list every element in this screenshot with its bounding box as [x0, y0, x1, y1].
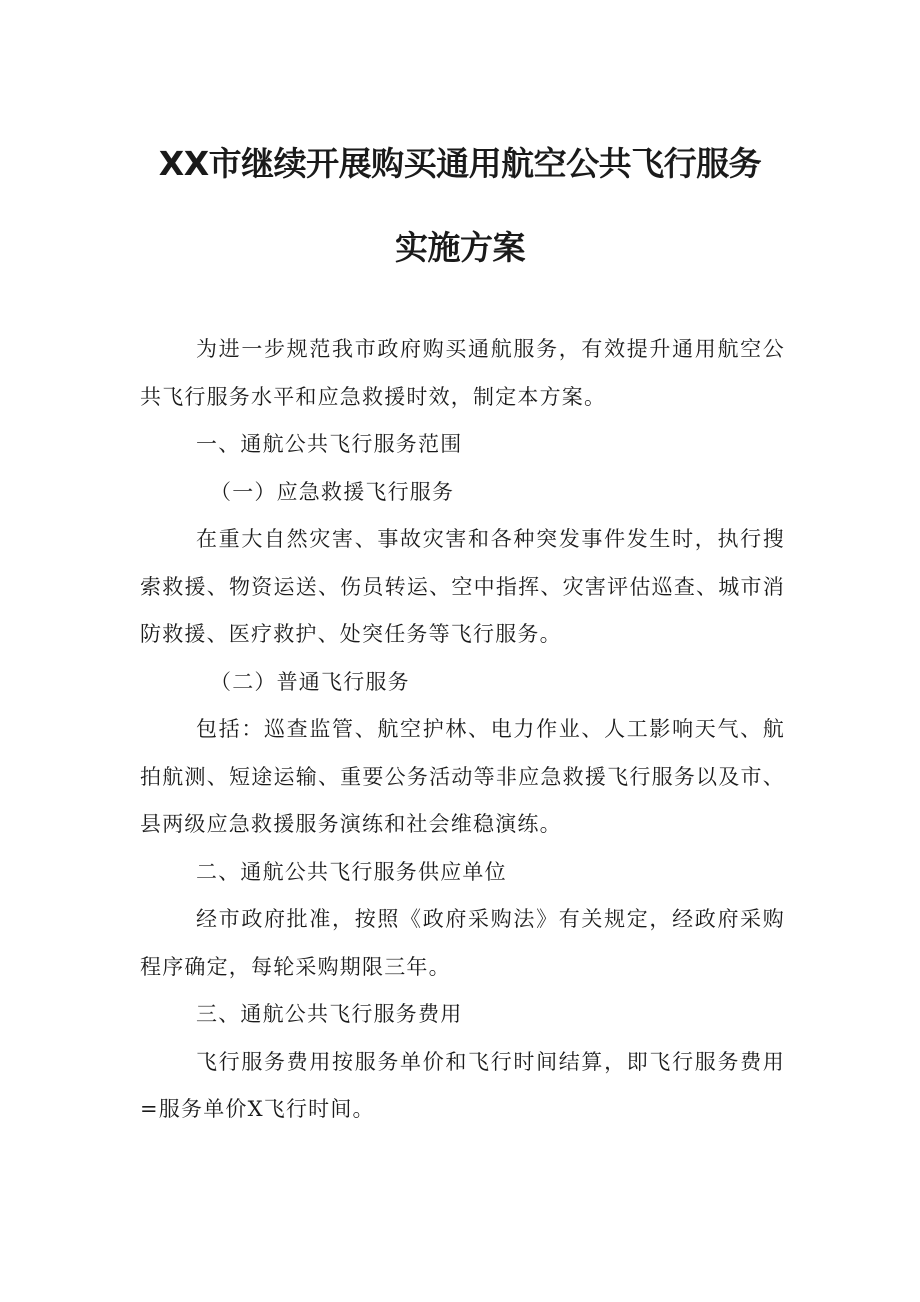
- paragraph-emergency-services: 在重大自然灾害、事故灾害和各种突发事件发生时，执行搜索救援、物资运送、伤员转运、空中指挥、灾害评估巡查、城市消防救援、医疗救护、处突任务等飞行服务。: [140, 527, 785, 646]
- document-title-line-1: XX市继续开展购买通用航空公共飞行服务: [158, 144, 762, 183]
- paragraph-fees: 飞行服务费用按服务单价和飞行时间结算，即飞行服务费用=服务单价X飞行时间。: [140, 1049, 785, 1121]
- section-heading-scope: 一、通航公共飞行服务范围: [196, 432, 463, 456]
- intro-paragraph: 为进一步规范我市政府购买通航服务，有效提升通用航空公共飞行服务水平和应急救援时效，制定本方案。: [140, 337, 785, 409]
- section-heading-fees: 三、通航公共飞行服务费用: [196, 1002, 463, 1026]
- document-title-line-2: 实施方案: [395, 228, 525, 267]
- subsection-heading-general: （二）普通飞行服务: [210, 669, 410, 694]
- paragraph-suppliers: 经市政府批准，按照《政府采购法》有关规定，经政府采购程序确定，每轮采购期限三年。: [140, 907, 785, 979]
- document-body: [140, 326, 785, 1134]
- subsection-heading-emergency: （一）应急救援飞行服务: [210, 479, 455, 504]
- section-heading-suppliers: 二、通航公共飞行服务供应单位: [196, 859, 507, 884]
- paragraph-general-services: 包括：巡查监管、航空护林、电力作业、人工影响天气、航拍航测、短途运输、重要公务活动等非应急救援飞行服务以及市、县两级应急救援服务演练和社会维稳演练。: [140, 717, 785, 836]
